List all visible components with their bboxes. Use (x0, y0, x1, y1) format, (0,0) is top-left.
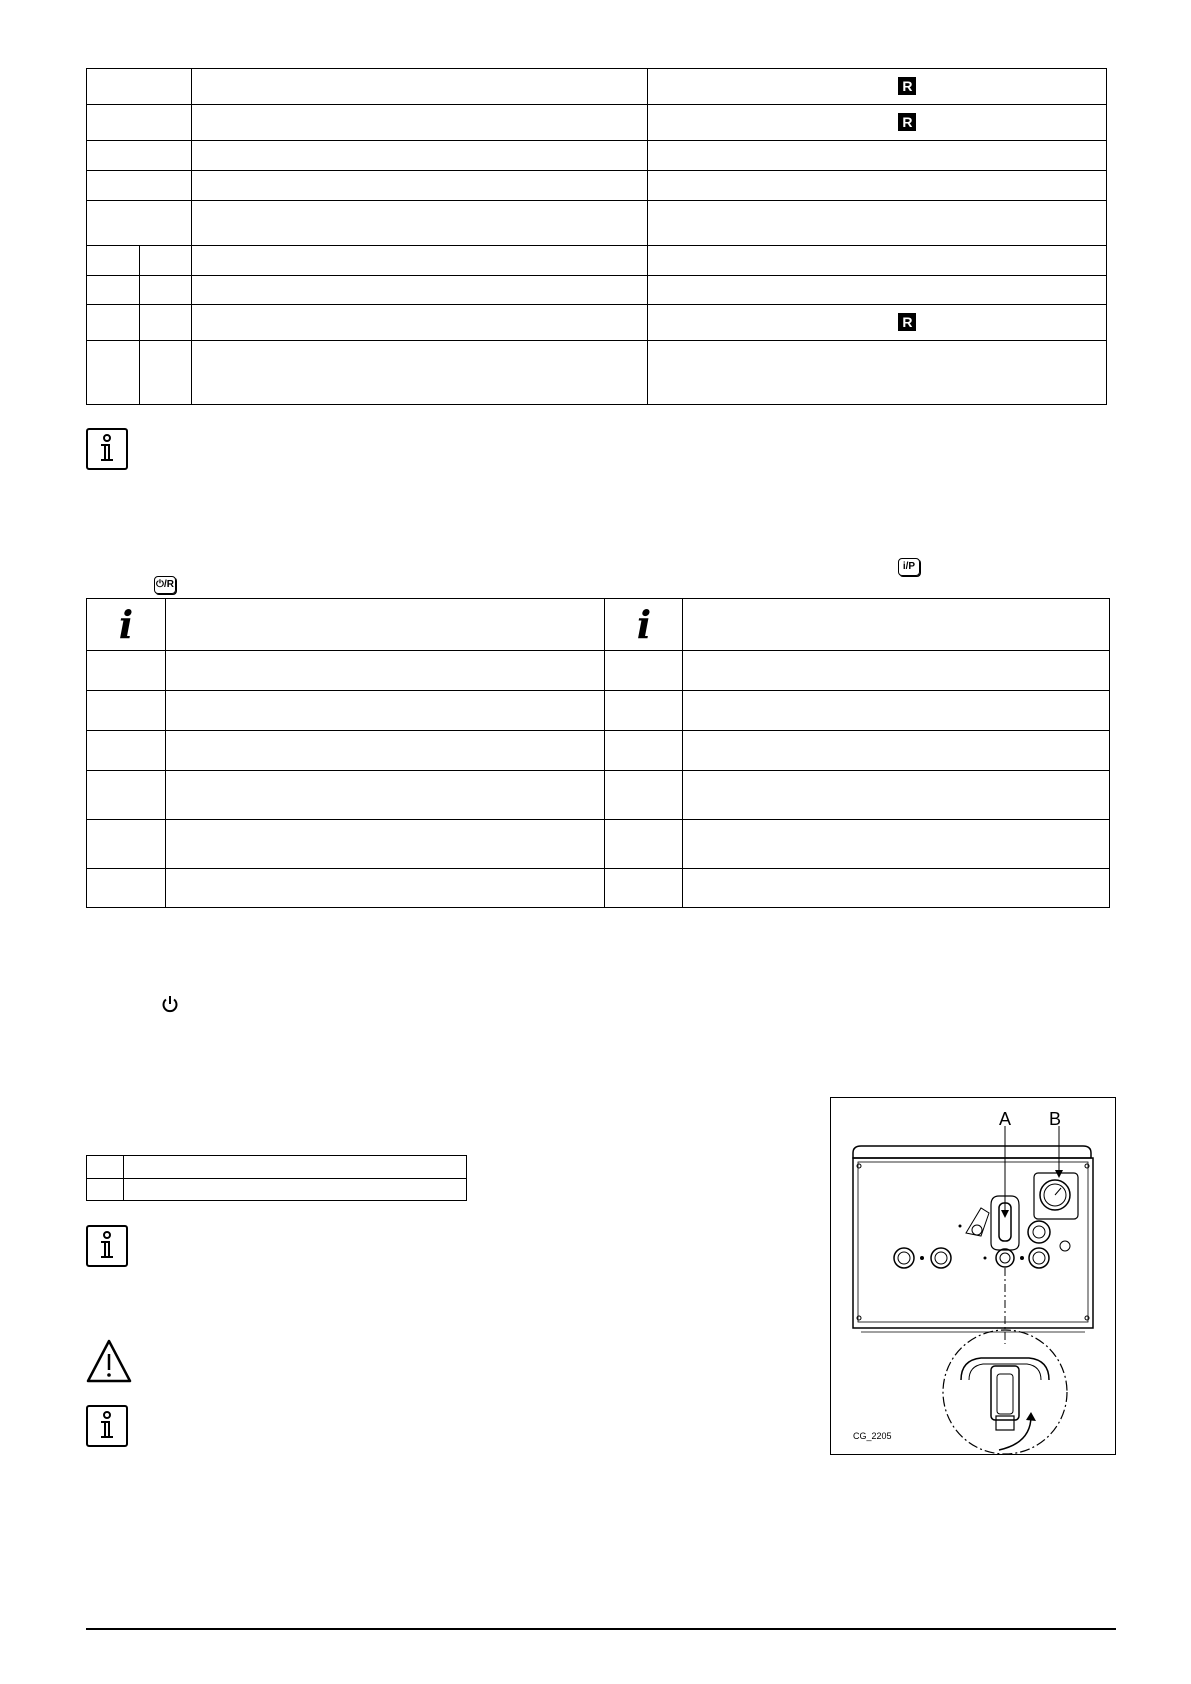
table-row (87, 869, 1110, 908)
reset-icon: R (898, 113, 916, 131)
table-row (87, 171, 1107, 201)
info-table (86, 598, 1110, 908)
table-row (87, 105, 1107, 141)
reset-icon: R (898, 77, 916, 95)
info-icon (86, 428, 128, 470)
footer-rule (86, 1628, 1116, 1630)
table-row (87, 141, 1107, 171)
i-P-button-icon: i/P (898, 558, 920, 576)
figure-label-a: A (999, 1109, 1012, 1129)
table-row (87, 69, 1107, 105)
table-row (87, 731, 1110, 771)
power-reset-button-icon: ⏻/R (154, 576, 176, 594)
table-row (87, 820, 1110, 869)
table-header-row (87, 599, 1110, 651)
table-row (87, 1156, 467, 1179)
table-row (87, 305, 1107, 341)
table-row (87, 341, 1107, 405)
fault-table (86, 68, 1107, 405)
table-row (87, 276, 1107, 305)
figure-label-b: B (1049, 1109, 1062, 1129)
figure-code: CG_2205 (853, 1431, 892, 1441)
table-row (87, 691, 1110, 731)
reset-icon: R (898, 313, 916, 331)
boiler-figure (830, 1097, 1116, 1455)
table-row (87, 1179, 467, 1201)
boiler-diagram (831, 1098, 1115, 1454)
table-row (87, 246, 1107, 276)
info-i-icon: i (636, 601, 652, 647)
info-icon (86, 1405, 128, 1447)
warning-triangle-icon (86, 1338, 132, 1384)
info-i-icon: i (118, 601, 134, 647)
info-icon (86, 1225, 128, 1267)
table-row (87, 651, 1110, 691)
table-row (87, 771, 1110, 820)
legend-table (86, 1155, 467, 1201)
power-icon (161, 995, 179, 1013)
table-row (87, 201, 1107, 246)
